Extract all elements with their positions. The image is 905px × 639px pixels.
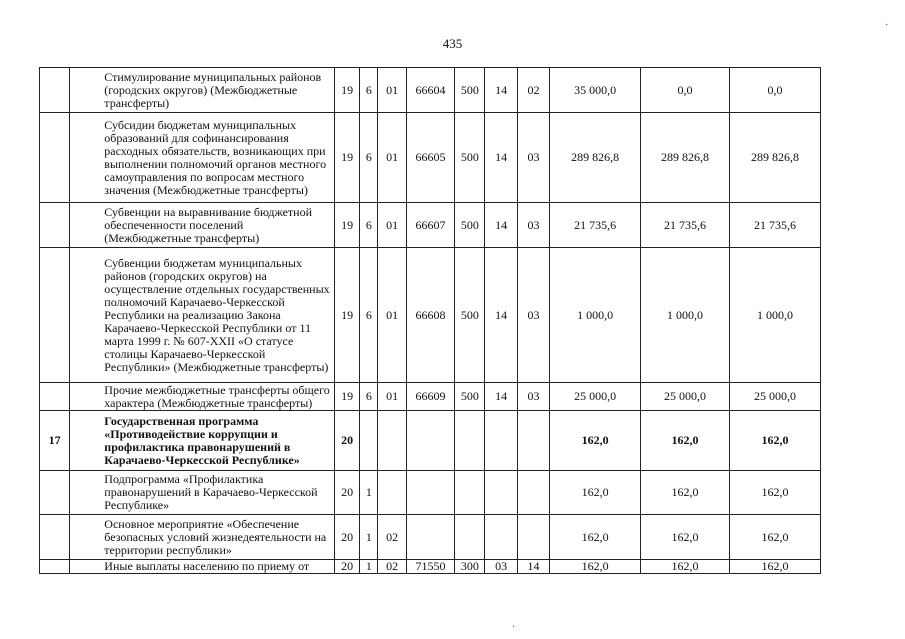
code-7-cell: 03: [517, 248, 549, 383]
row-name-cell: Субвенции бюджетам муниципальных районов (городских округов) на осуществление отдельных государственных полномочий Карачаево-Черкесской Республики на реализацию Закона Карачаево-Черкесской Республики от 11 марта 1999 г. № 607-XXII «О статусе столицы Карачаево-Черкесской Республики» (Межбюджетные трансферты): [70, 248, 335, 383]
value-3-cell: 21 735,6: [729, 203, 820, 248]
code-4-cell: 66608: [406, 248, 454, 383]
code-5-cell: [455, 471, 485, 515]
value-3-cell: 162,0: [729, 411, 820, 471]
value-1-cell: 162,0: [550, 471, 641, 515]
row-number-cell: [40, 471, 70, 515]
code-5-cell: 500: [455, 68, 485, 113]
code-7-cell: 03: [517, 383, 549, 411]
code-3-cell: [378, 411, 406, 471]
value-1-cell: 35 000,0: [550, 68, 641, 113]
table-row: [40, 113, 821, 203]
code-6-cell: 14: [485, 68, 517, 113]
value-3-cell: 162,0: [729, 560, 820, 574]
value-3-cell: 162,0: [729, 515, 820, 560]
code-5-cell: 500: [455, 383, 485, 411]
code-2-cell: 6: [360, 203, 378, 248]
table-row: [40, 203, 821, 248]
code-6-cell: 14: [485, 113, 517, 203]
code-2-cell: 1: [360, 515, 378, 560]
code-3-cell: 01: [378, 248, 406, 383]
code-7-cell: 02: [517, 68, 549, 113]
value-1-cell: 21 735,6: [550, 203, 641, 248]
code-4-cell: 66607: [406, 203, 454, 248]
code-7-cell: 03: [517, 113, 549, 203]
row-number-cell: 17: [40, 411, 70, 471]
row-number-cell: [40, 68, 70, 113]
value-2-cell: 162,0: [641, 560, 730, 574]
value-2-cell: 162,0: [641, 471, 730, 515]
value-3-cell: 25 000,0: [729, 383, 820, 411]
code-2-cell: 6: [360, 68, 378, 113]
code-4-cell: [406, 515, 454, 560]
code-5-cell: 300: [455, 560, 485, 574]
code-2-cell: 6: [360, 113, 378, 203]
code-4-cell: 66609: [406, 383, 454, 411]
row-name-cell: Субсидии бюджетам муниципальных образований для софинансирования расходных обязательств, возникающих при выполнении полномочий органов местного самоуправления по вопросам местного значения (Межбюджетные трансферты): [70, 113, 335, 203]
code-1-cell: 19: [335, 203, 360, 248]
code-4-cell: 66605: [406, 113, 454, 203]
code-7-cell: [517, 515, 549, 560]
row-number-cell: [40, 515, 70, 560]
code-1-cell: 19: [335, 383, 360, 411]
value-1-cell: 162,0: [550, 411, 641, 471]
value-3-cell: 289 826,8: [729, 113, 820, 203]
value-2-cell: 162,0: [641, 515, 730, 560]
code-5-cell: [455, 411, 485, 471]
table-row: [40, 515, 821, 560]
row-name-cell: Основное мероприятие «Обеспечение безопасных условий жизнедеятельности на территории республики»: [70, 515, 335, 560]
value-2-cell: 1 000,0: [641, 248, 730, 383]
code-7-cell: 03: [517, 203, 549, 248]
value-1-cell: 25 000,0: [550, 383, 641, 411]
code-4-cell: 66604: [406, 68, 454, 113]
value-2-cell: 0,0: [641, 68, 730, 113]
code-1-cell: 20: [335, 471, 360, 515]
code-5-cell: [455, 515, 485, 560]
code-3-cell: [378, 471, 406, 515]
page-number: 435: [442, 36, 463, 51]
scan-mark: ·: [885, 20, 889, 31]
code-1-cell: 20: [335, 411, 360, 471]
value-3-cell: 1 000,0: [729, 248, 820, 383]
value-2-cell: 289 826,8: [641, 113, 730, 203]
row-name-cell: Иные выплаты населению по приему от: [70, 560, 335, 574]
row-number-cell: [40, 248, 70, 383]
code-5-cell: 500: [455, 203, 485, 248]
code-3-cell: 01: [378, 113, 406, 203]
table-row: [40, 68, 821, 113]
value-2-cell: 162,0: [641, 411, 730, 471]
code-4-cell: 71550: [406, 560, 454, 574]
value-3-cell: 0,0: [729, 68, 820, 113]
code-3-cell: 01: [378, 203, 406, 248]
code-3-cell: 02: [378, 560, 406, 574]
code-6-cell: 14: [485, 203, 517, 248]
code-6-cell: [485, 515, 517, 560]
row-name-cell: Подпрограмма «Профилактика правонарушений в Карачаево-Черкесской Республике»: [70, 471, 335, 515]
row-name-cell: Прочие межбюджетные трансферты общего характера (Межбюджетные трансферты): [70, 383, 335, 411]
code-6-cell: [485, 411, 517, 471]
row-name-cell: Стимулирование муниципальных районов (городских округов) (Межбюджетные трансферты): [70, 68, 335, 113]
code-7-cell: [517, 411, 549, 471]
value-1-cell: 289 826,8: [550, 113, 641, 203]
code-2-cell: 1: [360, 471, 378, 515]
code-5-cell: 500: [455, 248, 485, 383]
code-3-cell: 02: [378, 515, 406, 560]
budget-table: [39, 67, 821, 574]
value-1-cell: 162,0: [550, 560, 641, 574]
code-1-cell: 19: [335, 68, 360, 113]
code-6-cell: 14: [485, 383, 517, 411]
row-number-cell: [40, 383, 70, 411]
row-number-cell: [40, 560, 70, 574]
value-2-cell: 25 000,0: [641, 383, 730, 411]
code-6-cell: [485, 471, 517, 515]
value-3-cell: 162,0: [729, 471, 820, 515]
row-number-cell: [40, 203, 70, 248]
code-3-cell: 01: [378, 383, 406, 411]
row-name-cell: Субвенции на выравнивание бюджетной обеспеченности поселений (Межбюджетные трансферты): [70, 203, 335, 248]
code-2-cell: [360, 411, 378, 471]
code-5-cell: 500: [455, 113, 485, 203]
code-4-cell: [406, 471, 454, 515]
code-7-cell: [517, 471, 549, 515]
value-1-cell: 162,0: [550, 515, 641, 560]
row-number-cell: [40, 113, 70, 203]
value-1-cell: 1 000,0: [550, 248, 641, 383]
row-name-cell: Государственная программа «Противодействие коррупции и профилактика правонарушений в Карачаево-Черкесской Республике»: [70, 411, 335, 471]
table-row: [40, 248, 821, 383]
code-3-cell: 01: [378, 68, 406, 113]
code-4-cell: [406, 411, 454, 471]
code-6-cell: 03: [485, 560, 517, 574]
code-1-cell: 19: [335, 113, 360, 203]
code-1-cell: 20: [335, 560, 360, 574]
scan-mark: ·: [512, 622, 516, 633]
code-7-cell: 14: [517, 560, 549, 574]
code-6-cell: 14: [485, 248, 517, 383]
table-row: [40, 471, 821, 515]
table-row: [40, 560, 821, 574]
code-1-cell: 20: [335, 515, 360, 560]
table-row: [40, 411, 821, 471]
code-2-cell: 1: [360, 560, 378, 574]
table-row: [40, 383, 821, 411]
code-1-cell: 19: [335, 248, 360, 383]
value-2-cell: 21 735,6: [641, 203, 730, 248]
code-2-cell: 6: [360, 248, 378, 383]
code-2-cell: 6: [360, 383, 378, 411]
